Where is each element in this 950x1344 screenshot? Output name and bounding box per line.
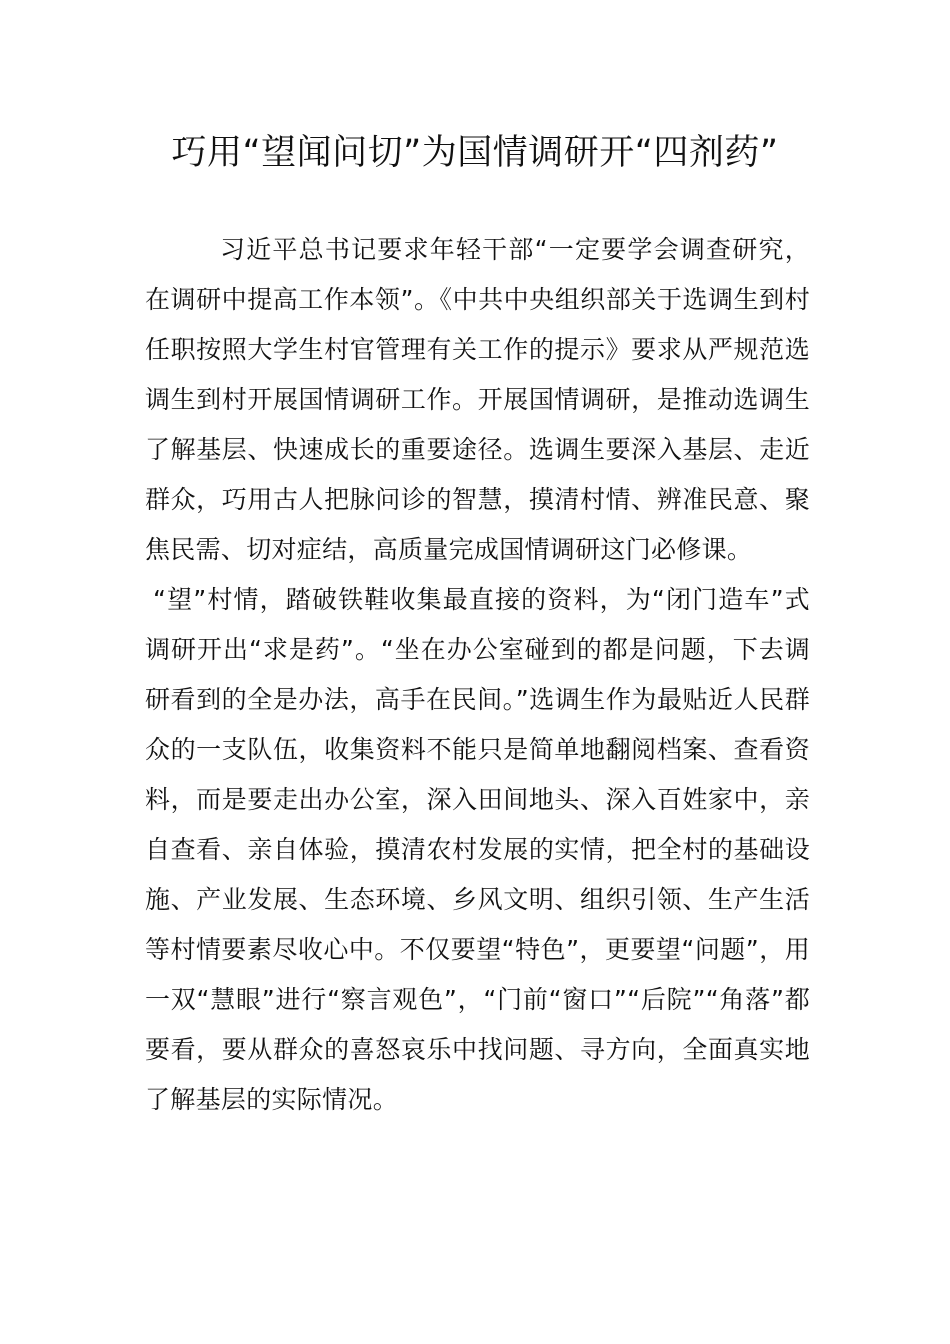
document-body — [145, 225, 810, 1125]
document-title: 巧用“望闻问切”为国情调研开“四剂药” — [171, 133, 779, 173]
paragraph: “望”村情，踏破铁鞋收集最直接的资料，为“闭门造车”式调研开出“求是药”。“坐在办公室碰到的都是问题，下去调研看到的全是办法，高手在民间。”选调生作为最贴近人民群众的一支队伍，收集资料不能只是简单地翻阅档案、查看资料，而是要走出办公室，深入田间地头、深入百姓家中，亲自查看、亲自体验，摸清农村发展的实情，把全村的基础设施、产业发展、生态环境、乡风文明、组织引领、生产生活等村情要素尽收心中。不仅要望“特色”，更要望“问题”，用一双“慧眼”进行“察言观色”，“门前“窗口”“后院”“角落”都要看，要从群众的喜怒哀乐中找问题、寻方向，全面真实地了解基层的实际情况。 — [145, 585, 810, 1114]
paragraph: 习近平总书记要求年轻干部“一定要学会调查研究，在调研中提高工作本领”。《中共中央组织部关于选调生到村任职按照大学生村官管理有关工作的提示》要求从严规范选调生到村开展国情调研工作。开展国情调研，是推动选调生了解基层、快速成长的重要途径。选调生要深入基层、走近群众，巧用古人把脉问诊的智慧，摸清村情、辨准民意、聚焦民需、切对症结，高质量完成国情调研这门必修课。 — [145, 235, 810, 564]
